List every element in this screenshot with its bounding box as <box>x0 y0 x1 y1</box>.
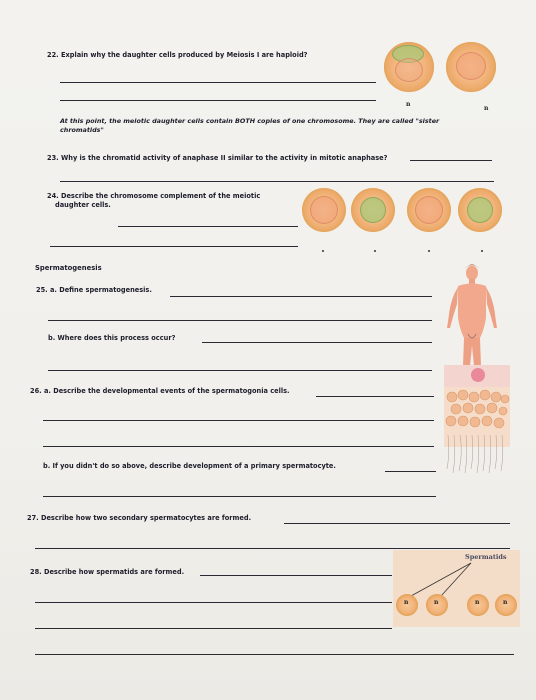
answer-line-24-1[interactable] <box>118 226 298 227</box>
answer-line-27-1[interactable] <box>284 523 510 524</box>
nucleus <box>360 197 386 223</box>
cell-marker-3 <box>428 250 430 252</box>
question-27: 27. Describe how two secondary spermatocytes are formed. <box>27 514 252 522</box>
spermatid-4: n <box>495 594 517 616</box>
question-25a: 25. a. Define spermatogenesis. <box>36 286 152 294</box>
question-26b: b. If you didn't do so above, describe development of a primary spermatocyte. <box>43 462 336 470</box>
seminiferous-tubule-illustration <box>444 365 510 477</box>
ploidy-label-1: n <box>406 101 411 108</box>
nucleus <box>310 196 338 224</box>
meiotic-cell-4 <box>458 188 502 232</box>
answer-line-23-1[interactable] <box>410 160 492 161</box>
question-24-line2: daughter cells. <box>55 201 111 209</box>
nucleus <box>467 197 493 223</box>
answer-line-24-2[interactable] <box>50 246 298 247</box>
ploidy-label-2: n <box>484 105 489 112</box>
answer-line-26a-2[interactable] <box>43 420 434 421</box>
answer-line-22-1[interactable] <box>60 82 376 83</box>
legs <box>463 338 481 366</box>
spermatids-pointer-lines <box>393 550 520 627</box>
answer-line-26b-2[interactable] <box>43 496 436 497</box>
spermatid-1: n <box>396 594 418 616</box>
meiotic-cell-3 <box>407 188 451 232</box>
nucleus <box>415 196 443 224</box>
question-23: 23. Why is the chromatid activity of anaphase II similar to the activity in mitotic anaphase? <box>47 154 388 162</box>
question-28: 28. Describe how spermatids are formed. <box>30 568 185 576</box>
answer-line-26b-1[interactable] <box>385 471 436 472</box>
answer-line-28-4[interactable] <box>35 654 514 655</box>
tubule-cross-section <box>471 368 485 382</box>
answer-line-28-2[interactable] <box>35 602 392 603</box>
question-25b: b. Where does this process occur? <box>48 334 176 342</box>
answer-line-26a-1[interactable] <box>316 396 434 397</box>
answer-line-25b-1[interactable] <box>202 342 432 343</box>
sister-chromatid-note: At this point, the meiotic daughter cells contain BOTH copies of one chromosome. They are called "sister chromatids" <box>60 117 440 134</box>
spermatocyte-cluster <box>446 390 509 428</box>
head <box>466 266 478 281</box>
answer-line-25a-1[interactable] <box>170 296 432 297</box>
cell-marker-4 <box>481 250 483 252</box>
meiotic-cell-1 <box>302 188 346 232</box>
answer-line-28-3[interactable] <box>35 628 392 629</box>
human-figure-illustration <box>440 262 504 366</box>
cell-marker-2 <box>374 250 376 252</box>
daughter-cell-2 <box>446 42 496 92</box>
spermatids-figure <box>393 550 520 627</box>
question-22: 22. Explain why the daughter cells produced by Meiosis I are haploid? <box>47 51 308 59</box>
answer-line-22-2[interactable] <box>60 100 376 101</box>
spermatids-label: Spermatids <box>465 553 507 561</box>
answer-line-28-1[interactable] <box>200 575 392 576</box>
answer-line-27-2[interactable] <box>35 548 510 549</box>
nucleus <box>456 52 486 80</box>
meiotic-cell-2 <box>351 188 395 232</box>
left-arm <box>447 287 458 328</box>
answer-line-23-2[interactable] <box>60 181 494 182</box>
torso <box>458 284 486 339</box>
cell-marker-1 <box>322 250 324 252</box>
spermatid-2: n <box>426 594 448 616</box>
section-title: Spermatogenesis <box>35 264 102 272</box>
chromosome-region <box>395 58 423 82</box>
answer-line-25a-2[interactable] <box>48 320 432 321</box>
spermatid-3: n <box>467 594 489 616</box>
right-arm <box>486 287 497 328</box>
answer-line-25b-2[interactable] <box>48 370 432 371</box>
question-26a: 26. a. Describe the developmental events of the spermatogonia cells. <box>30 387 290 395</box>
question-24-line1: 24. Describe the chromosome complement of the meiotic <box>47 192 261 200</box>
answer-line-26a-3[interactable] <box>43 446 434 447</box>
daughter-cell-1 <box>384 42 434 92</box>
